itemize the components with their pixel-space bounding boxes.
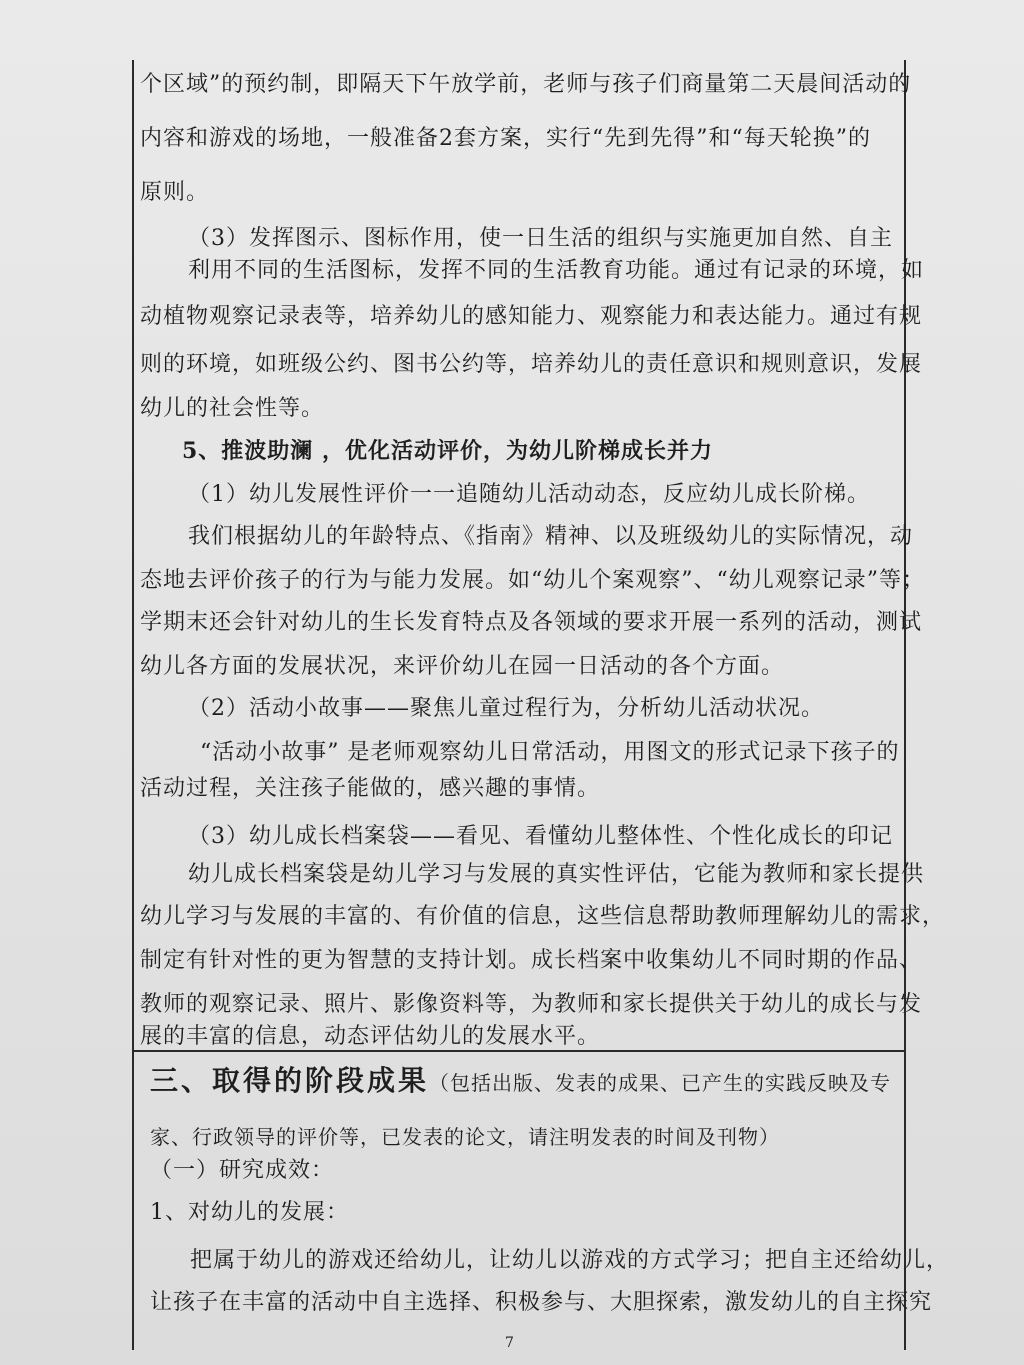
body-line: 学期末还会针对幼儿的生长发育特点及各领域的要求开展一系列的活动，测试 bbox=[140, 610, 923, 635]
body-line: 展的丰富的信息，动态评估幼儿的发展水平。 bbox=[140, 1024, 601, 1049]
subheading: （3）幼儿成长档案袋——看见、看懂幼儿整体性、个性化成长的印记 bbox=[188, 824, 893, 849]
section-three-heading bbox=[150, 1066, 891, 1098]
body-line: “活动小故事” 是老师观察幼儿日常活动，用图文的形式记录下孩子的 bbox=[200, 740, 900, 765]
body-line: 幼儿的社会性等。 bbox=[140, 396, 325, 421]
section-three-note: （包括出版、发表的成果、已产生的实践反映及专 bbox=[429, 1071, 892, 1095]
body-line: 让孩子在丰富的活动中自主选择、积极参与、大胆探索，激发幼儿的自主探究 bbox=[150, 1290, 933, 1315]
body-line: 则的环境，如班级公约、图书公约等，培养幼儿的责任意识和规则意识，发展 bbox=[140, 352, 923, 377]
body-line: 制定有针对性的更为智慧的支持计划。成长档案中收集幼儿不同时期的作品、 bbox=[140, 948, 923, 973]
body-line: 幼儿成长档案袋是幼儿学习与发展的真实性评估，它能为教师和家长提供 bbox=[188, 862, 925, 887]
body-line: 态地去评价孩子的行为与能力发展。如“幼儿个案观察”、“幼儿观察记录”等； bbox=[140, 568, 925, 593]
body-line: 利用不同的生活图标，发挥不同的生活教育功能。通过有记录的环境，如 bbox=[188, 258, 925, 283]
body-line: 原则。 bbox=[140, 180, 210, 205]
body-line: 幼儿各方面的发展状况，来评价幼儿在园一日活动的各个方面。 bbox=[140, 654, 785, 679]
section-heading: 5、推波助澜 ，优化活动评价，为幼儿阶梯成长并力 bbox=[182, 438, 713, 464]
body-line: 动植物观察记录表等，培养幼儿的感知能力、观察能力和表达能力。通过有规 bbox=[140, 304, 923, 329]
body-line: 我们根据幼儿的年龄特点、《指南》精神、以及班级幼儿的实际情况，动 bbox=[188, 524, 914, 549]
section-divider bbox=[132, 1050, 904, 1052]
page-number: 7 bbox=[505, 1335, 514, 1351]
section-three-note-cont: 家、行政领导的评价等，已发表的论文，请注明发表的时间及刊物） bbox=[150, 1125, 780, 1149]
body-line: 把属于幼儿的游戏还给幼儿，让幼儿以游戏的方式学习；把自主还给幼儿， bbox=[190, 1248, 950, 1273]
body-line: 教师的观察记录、照片、影像资料等，为教师和家长提供关于幼儿的成长与发 bbox=[140, 992, 923, 1017]
body-line: （一）研究成效： bbox=[150, 1158, 335, 1183]
body-line: 内容和游戏的场地，一般准备2套方案，实行“先到先得”和“每天轮换”的 bbox=[140, 126, 871, 151]
section-three-title: 三、取得的阶段成果 bbox=[150, 1064, 430, 1097]
body-line: 个区域”的预约制，即隔天下午放学前，老师与孩子们商量第二天晨间活动的 bbox=[140, 72, 912, 97]
body-line: 幼儿学习与发展的丰富的、有价值的信息，这些信息帮助教师理解幼儿的需求， bbox=[140, 904, 946, 929]
subheading: （2）活动小故事——聚焦儿童过程行为，分析幼儿活动状况。 bbox=[188, 696, 824, 721]
body-line: 活动过程，关注孩子能做的，感兴趣的事情。 bbox=[140, 776, 601, 801]
body-line: 1、对幼儿的发展： bbox=[150, 1200, 349, 1225]
subheading: （3）发挥图示、图标作用，使一日生活的组织与实施更加自然、自主 bbox=[188, 226, 893, 251]
subheading: （1）幼儿发展性评价一一追随幼儿活动动态，反应幼儿成长阶梯。 bbox=[188, 482, 870, 507]
